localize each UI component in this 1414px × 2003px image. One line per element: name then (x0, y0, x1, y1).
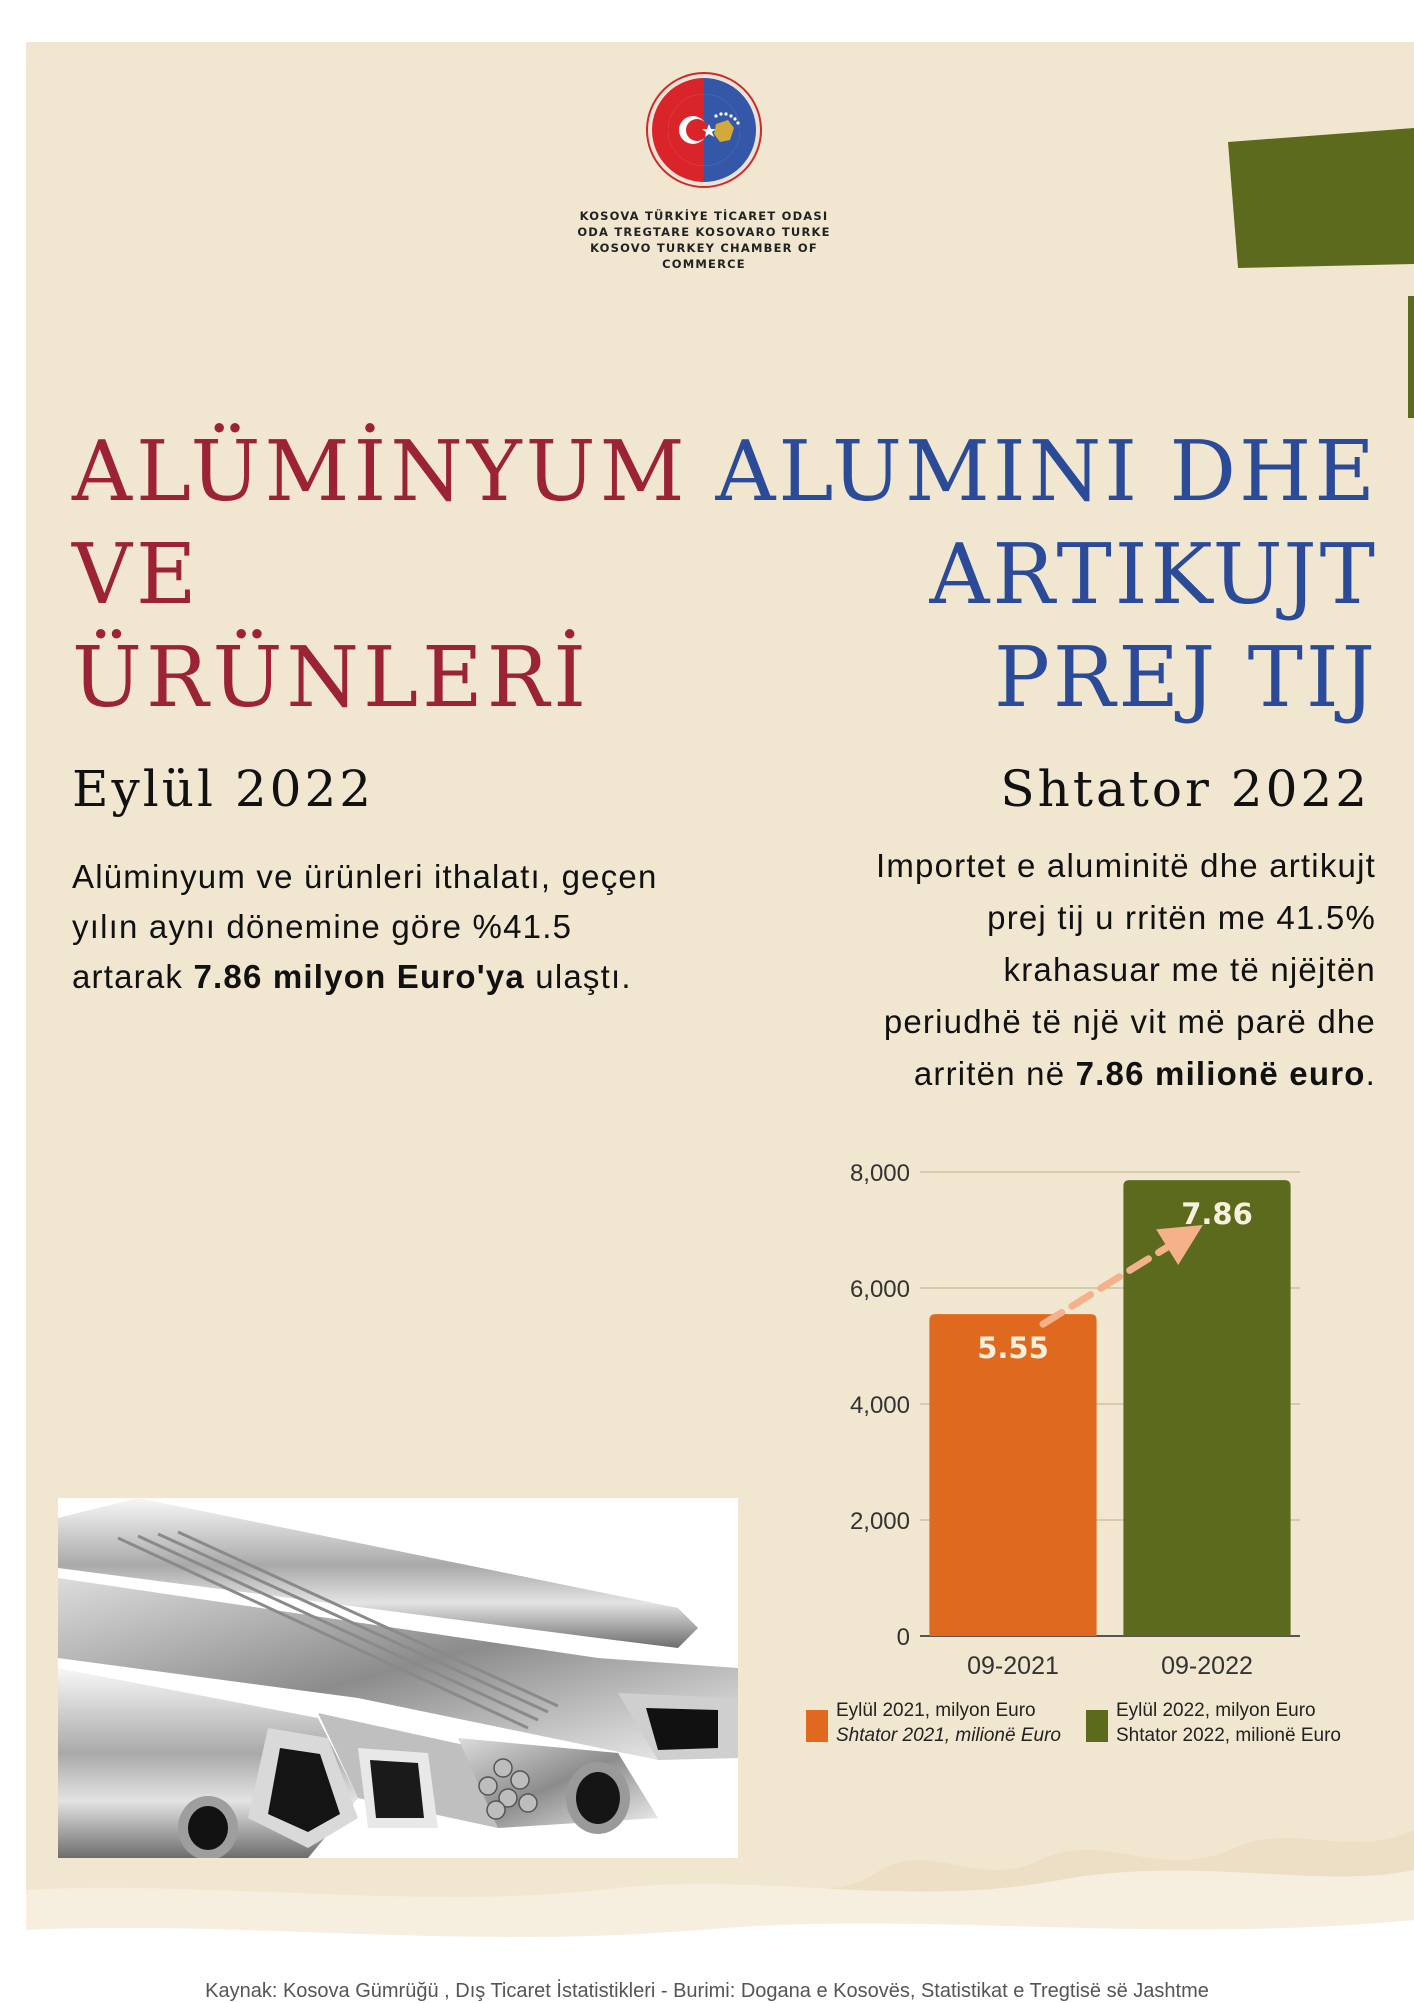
summary-tr-text: ulaştı. (524, 958, 632, 995)
title-al-line: ALUMINI DHE (715, 423, 1378, 520)
decor-shape-top-right (1220, 118, 1414, 278)
summary-tr-text: artarak (72, 958, 194, 995)
x-tick-label: 09-2022 (1161, 1652, 1253, 1680)
bar-value-label: 7.86 (1181, 1197, 1253, 1232)
title-albanian (715, 420, 1378, 729)
legend-swatch (806, 1710, 828, 1742)
summary-turkish (72, 852, 752, 1002)
chamber-emblem-icon (644, 70, 764, 190)
summary-al-text: . (1365, 1055, 1376, 1092)
legend-label-sq: Shtator 2021, milionë Euro (836, 1725, 1061, 1746)
title-tr-line: ALÜMİNYUM (72, 423, 689, 520)
summary-tr-line: yılın aynı dönemine göre %41.5 (72, 908, 573, 945)
summary-al-highlight: 7.86 milionë euro (1075, 1055, 1366, 1092)
decor-strip-right (1408, 296, 1414, 418)
legend-label-tr: Eylül 2021, milyon Euro (836, 1700, 1036, 1721)
summary-tr-line: Alüminyum ve ürünleri ithalatı, geçen (72, 858, 658, 895)
title-tr-line: VE (72, 526, 201, 623)
chamber-logo (554, 70, 854, 272)
x-tick-label: 09-2021 (967, 1652, 1059, 1680)
summary-tr-line (72, 952, 752, 1002)
chamber-name (554, 208, 854, 272)
summary-al-line: krahasuar me të njëjtën (1003, 951, 1376, 988)
y-tick-label: 6,000 (849, 1276, 910, 1303)
y-tick-label: 4,000 (849, 1392, 910, 1419)
summary-al-text: arritën në (913, 1055, 1076, 1092)
period-albanian: Shtator 2022 (1000, 760, 1370, 818)
summary-al-line (676, 1048, 1376, 1100)
title-tr-line: ÜRÜNLERİ (72, 629, 591, 726)
source-footer: Kaynak: Kosova Gümrüğü , Dış Ticaret İstatistikleri - Burimi: Dogana e Kosovës, Statistikat e Tregtisë së Jashtme (205, 1980, 1209, 2002)
title-al-line: PREJ TIJ (993, 629, 1378, 726)
paper-edge-decoration (0, 1760, 1414, 2000)
imports-bar-chart (820, 1140, 1340, 1730)
bar-09-2022 (1123, 1180, 1290, 1636)
chamber-name-tr: KOSOVA TÜRKİYE TİCARET ODASI (579, 209, 829, 223)
chamber-name-en: KOSOVO TURKEY CHAMBER OF COMMERCE (590, 241, 818, 271)
chamber-name-sq: ODA TREGTARE KOSOVARO TURKE (577, 225, 831, 239)
period-turkish: Eylül 2022 (72, 760, 375, 818)
summary-albanian (676, 840, 1376, 1100)
y-tick-label: 0 (896, 1624, 910, 1651)
legend-label (836, 1698, 1061, 1748)
summary-al-line: periudhë të një vit më parë dhe (883, 1003, 1376, 1040)
legend-label (1116, 1698, 1341, 1748)
summary-tr-highlight: 7.86 milyon Euro'ya (193, 958, 525, 995)
legend-label-tr: Eylül 2022, milyon Euro (1116, 1700, 1316, 1721)
y-tick-label: 8,000 (849, 1160, 910, 1187)
chart-legend (806, 1698, 1366, 1748)
title-turkish (72, 420, 689, 729)
legend-label-sq: Shtator 2022, milionë Euro (1116, 1725, 1341, 1746)
y-tick-label: 2,000 (849, 1508, 910, 1535)
summary-al-line: prej tij u rritën me 41.5% (987, 899, 1376, 936)
title-al-line: ARTIKUJT (929, 526, 1378, 623)
summary-al-line: Importet e aluminitë dhe artikujt (876, 847, 1376, 884)
bar-value-label: 5.55 (977, 1331, 1049, 1366)
legend-swatch (1086, 1710, 1108, 1742)
